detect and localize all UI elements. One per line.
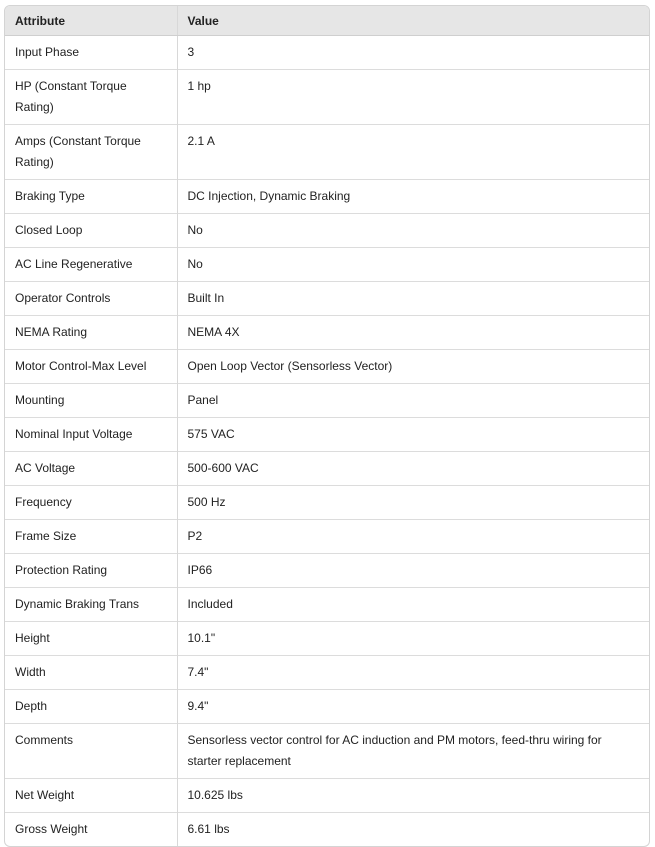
attribute-cell: Motor Control-Max Level (5, 350, 177, 384)
attribute-cell: Comments (5, 724, 177, 779)
value-cell: No (177, 248, 649, 282)
table-row (5, 70, 649, 125)
table-row (5, 316, 649, 350)
attribute-cell: AC Line Regenerative (5, 248, 177, 282)
value-cell: Panel (177, 384, 649, 418)
table-row (5, 248, 649, 282)
table-row (5, 350, 649, 384)
table-row (5, 724, 649, 779)
value-cell: 575 VAC (177, 418, 649, 452)
attribute-cell: HP (Constant Torque Rating) (5, 70, 177, 125)
value-cell: 7.4" (177, 656, 649, 690)
attribute-cell: Height (5, 622, 177, 656)
value-cell: 1 hp (177, 70, 649, 125)
table-row (5, 813, 649, 847)
table-row (5, 36, 649, 70)
table-row (5, 656, 649, 690)
table-row (5, 588, 649, 622)
spec-table-container (4, 5, 650, 847)
table-row (5, 520, 649, 554)
attribute-cell: Protection Rating (5, 554, 177, 588)
header-attribute: Attribute (5, 6, 177, 36)
value-cell: Included (177, 588, 649, 622)
attribute-cell: Input Phase (15, 45, 80, 59)
table-row (5, 125, 649, 180)
attribute-cell: Nominal Input Voltage (5, 418, 177, 452)
value-cell: 6.61 lbs (177, 813, 649, 847)
table-row (5, 214, 649, 248)
value-cell: Sensorless vector control for AC induction and PM motors, feed-thru wiring for starter replacement (177, 724, 649, 779)
spec-table (5, 6, 649, 846)
table-row (5, 180, 649, 214)
table-row (5, 282, 649, 316)
value-cell: DC Injection, Dynamic Braking (177, 180, 649, 214)
table-row (5, 418, 649, 452)
attribute-cell: AC Voltage (5, 452, 177, 486)
table-row (5, 554, 649, 588)
attribute-cell: Frame Size (5, 520, 177, 554)
attribute-cell: Dynamic Braking Trans (5, 588, 177, 622)
table-row (5, 452, 649, 486)
value-cell: 2.1 A (177, 125, 649, 180)
attribute-cell: Depth (5, 690, 177, 724)
value-cell: 10.625 lbs (177, 779, 649, 813)
attribute-cell: Operator Controls (5, 282, 177, 316)
table-row (5, 622, 649, 656)
header-value: Value (177, 6, 649, 36)
value-cell: 10.1" (177, 622, 649, 656)
attribute-cell: Amps (Constant Torque Rating) (5, 125, 177, 180)
value-cell: 500-600 VAC (177, 452, 649, 486)
table-row (5, 486, 649, 520)
value-cell: Built In (177, 282, 649, 316)
value-cell: No (177, 214, 649, 248)
table-row (5, 384, 649, 418)
attribute-cell: Mounting (5, 384, 177, 418)
attribute-cell: Gross Weight (5, 813, 177, 847)
attribute-cell: NEMA Rating (5, 316, 177, 350)
attribute-cell: Braking Type (5, 180, 177, 214)
attribute-cell: Width (5, 656, 177, 690)
table-row (5, 779, 649, 813)
table-body (5, 36, 649, 847)
table-header-row (5, 6, 649, 36)
table-row (5, 690, 649, 724)
value-cell: NEMA 4X (177, 316, 649, 350)
attribute-cell: Closed Loop (5, 214, 177, 248)
value-cell: 500 Hz (177, 486, 649, 520)
value-cell: 9.4" (177, 690, 649, 724)
value-cell: IP66 (177, 554, 649, 588)
attribute-cell: Net Weight (5, 779, 177, 813)
value-cell: Open Loop Vector (Sensorless Vector) (177, 350, 649, 384)
attribute-cell: Frequency (5, 486, 177, 520)
value-cell: 3 (177, 36, 649, 70)
value-cell: P2 (177, 520, 649, 554)
